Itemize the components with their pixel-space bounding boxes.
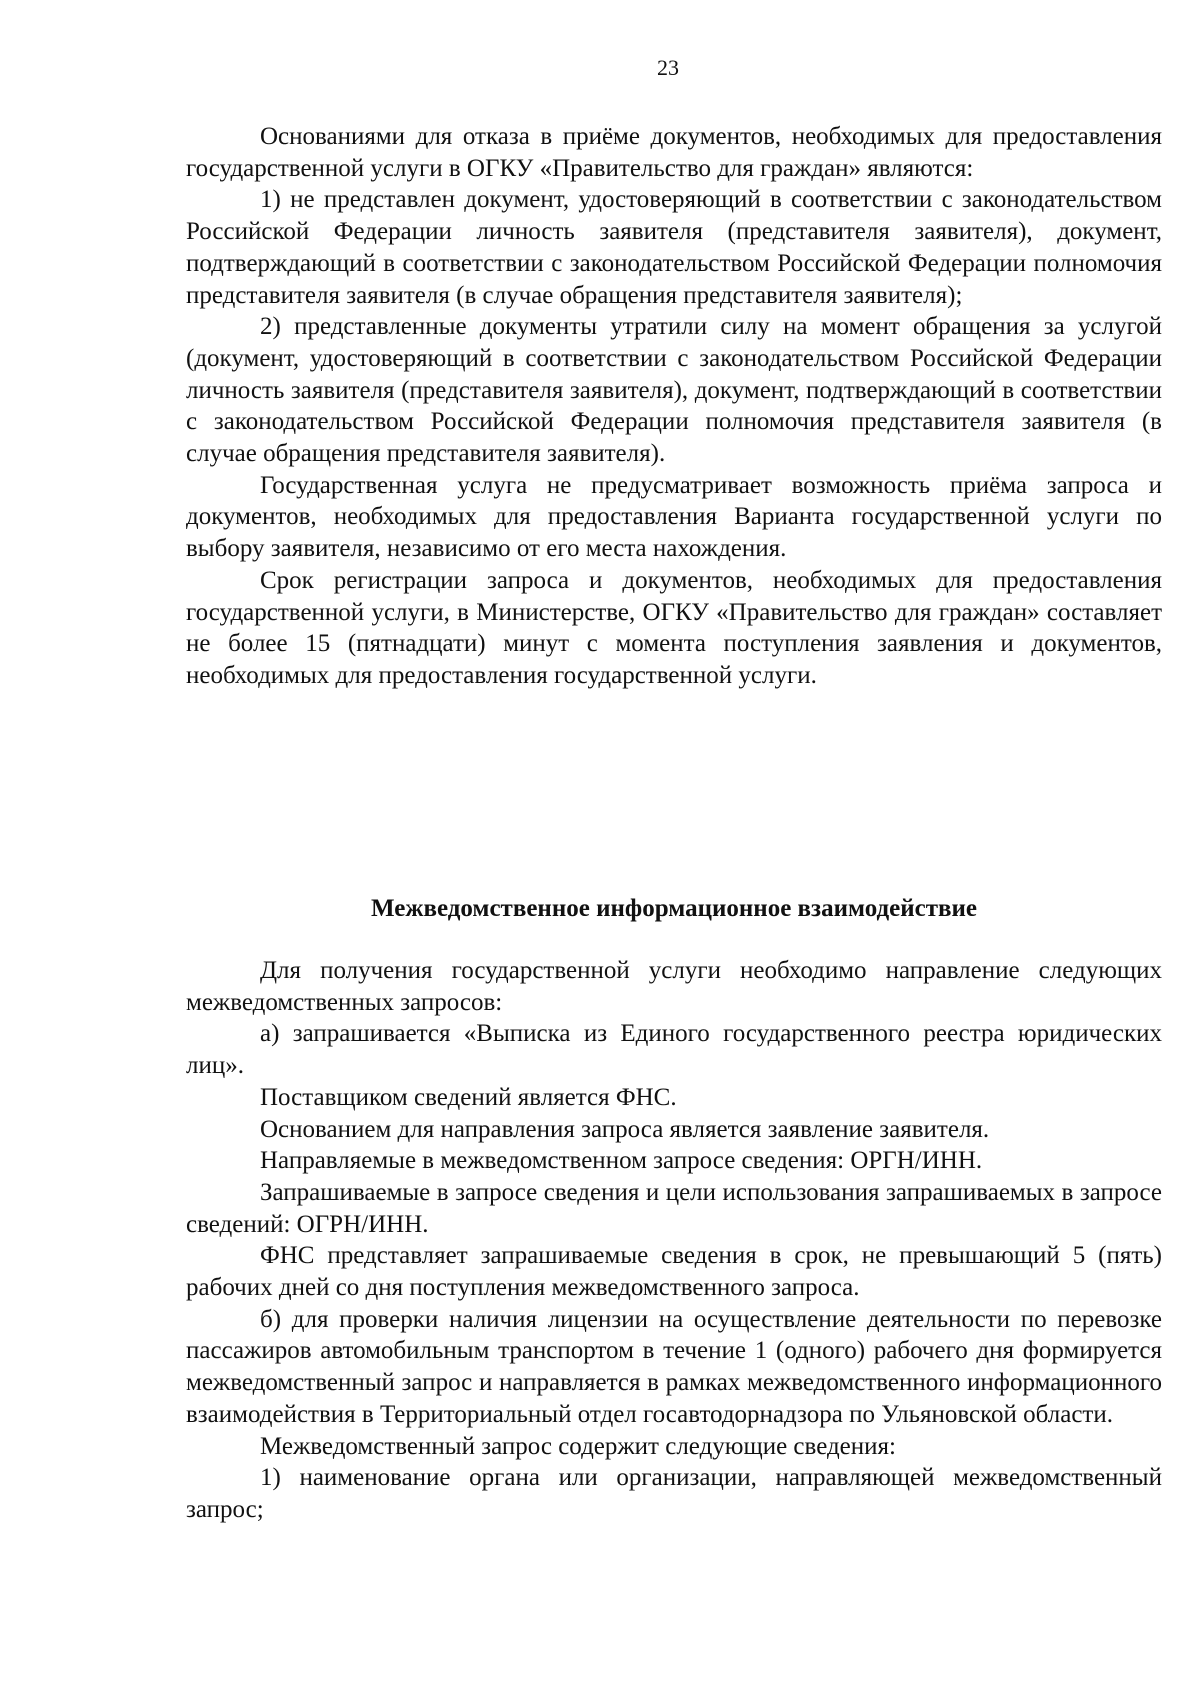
paragraph: ФНС представляет запрашиваемые сведения в срок, не превышающий 5 (пять) рабочих дней со дня поступления межведомственного запроса.: [186, 1242, 1162, 1302]
paragraph: а) запрашивается «Выписка из Единого государственного реестра юридических лиц».: [186, 1020, 1162, 1080]
page-number: 23: [657, 55, 679, 80]
paragraph: 1) наименование органа или организации, направляющей межведомственный запрос;: [186, 1464, 1162, 1523]
paragraph: 2) представленные документы утратили силу на момент обращения за услугой (документ, удостоверяющий в соответствии с законодательством Российской Федерации личность заявителя (представителя заявителя), документ, подтверждающий в соответствии с законодательством Российской Федерации полномочия представителя заявителя (в случае обращения представителя заявителя).: [186, 313, 1162, 468]
paragraph: Для получения государственной услуги необходимо направление следующих межведомственных запросов:: [186, 957, 1162, 1016]
paragraph: Межведомственный запрос содержит следующие сведения:: [260, 1432, 896, 1460]
paragraph: Запрашиваемые в запросе сведения и цели использования запрашиваемых в запросе сведений: ОГРН/ИНН.: [186, 1178, 1162, 1238]
body-section-1: [186, 121, 1162, 692]
paragraph: Направляемые в межведомственном запросе сведения: ОРГН/ИНН.: [260, 1147, 983, 1175]
paragraph: 1) не представлен документ, удостоверяющий в соответствии с законодательством Российской Федерации личность заявителя (представителя заявителя), документ, подтверждающий в соответствии с законодательством Российской Федерации полномочия представителя заявителя (в случае обращения представителя заявителя);: [186, 186, 1162, 309]
body-section-2: [186, 955, 1162, 1526]
section-heading: Межведомственное информационное взаимодействие: [371, 895, 977, 922]
paragraph: Основанием для направления запроса является заявление заявителя.: [260, 1115, 990, 1143]
paragraph: б) для проверки наличия лицензии на осуществление деятельности по перевозке пассажиров автомобильным транспортом в течение 1 (одного) рабочего дня формируется межведомственный запрос и направляется в рамках межведомственного информационного взаимодействия в Территориальный отдел госавтодорнадзора по Ульяновской области.: [186, 1305, 1162, 1428]
paragraph: Срок регистрации запроса и документов, необходимых для предоставления государственной услуги, в Министерстве, ОГКУ «Правительство для граждан» составляет не более 15 (пятнадцати) минут с момента поступления заявления и документов, необходимых для предоставления государственной услуги.: [186, 566, 1162, 689]
paragraph: Государственная услуга не предусматривает возможность приёма запроса и документов, необходимых для предоставления Варианта государственной услуги по выбору заявителя, независимо от его места нахождения.: [186, 471, 1162, 563]
paragraph: Основаниями для отказа в приёме документов, необходимых для предоставления государственной услуги в ОГКУ «Правительство для граждан» являются:: [186, 123, 1162, 182]
paragraph: Поставщиком сведений является ФНС.: [260, 1083, 677, 1111]
